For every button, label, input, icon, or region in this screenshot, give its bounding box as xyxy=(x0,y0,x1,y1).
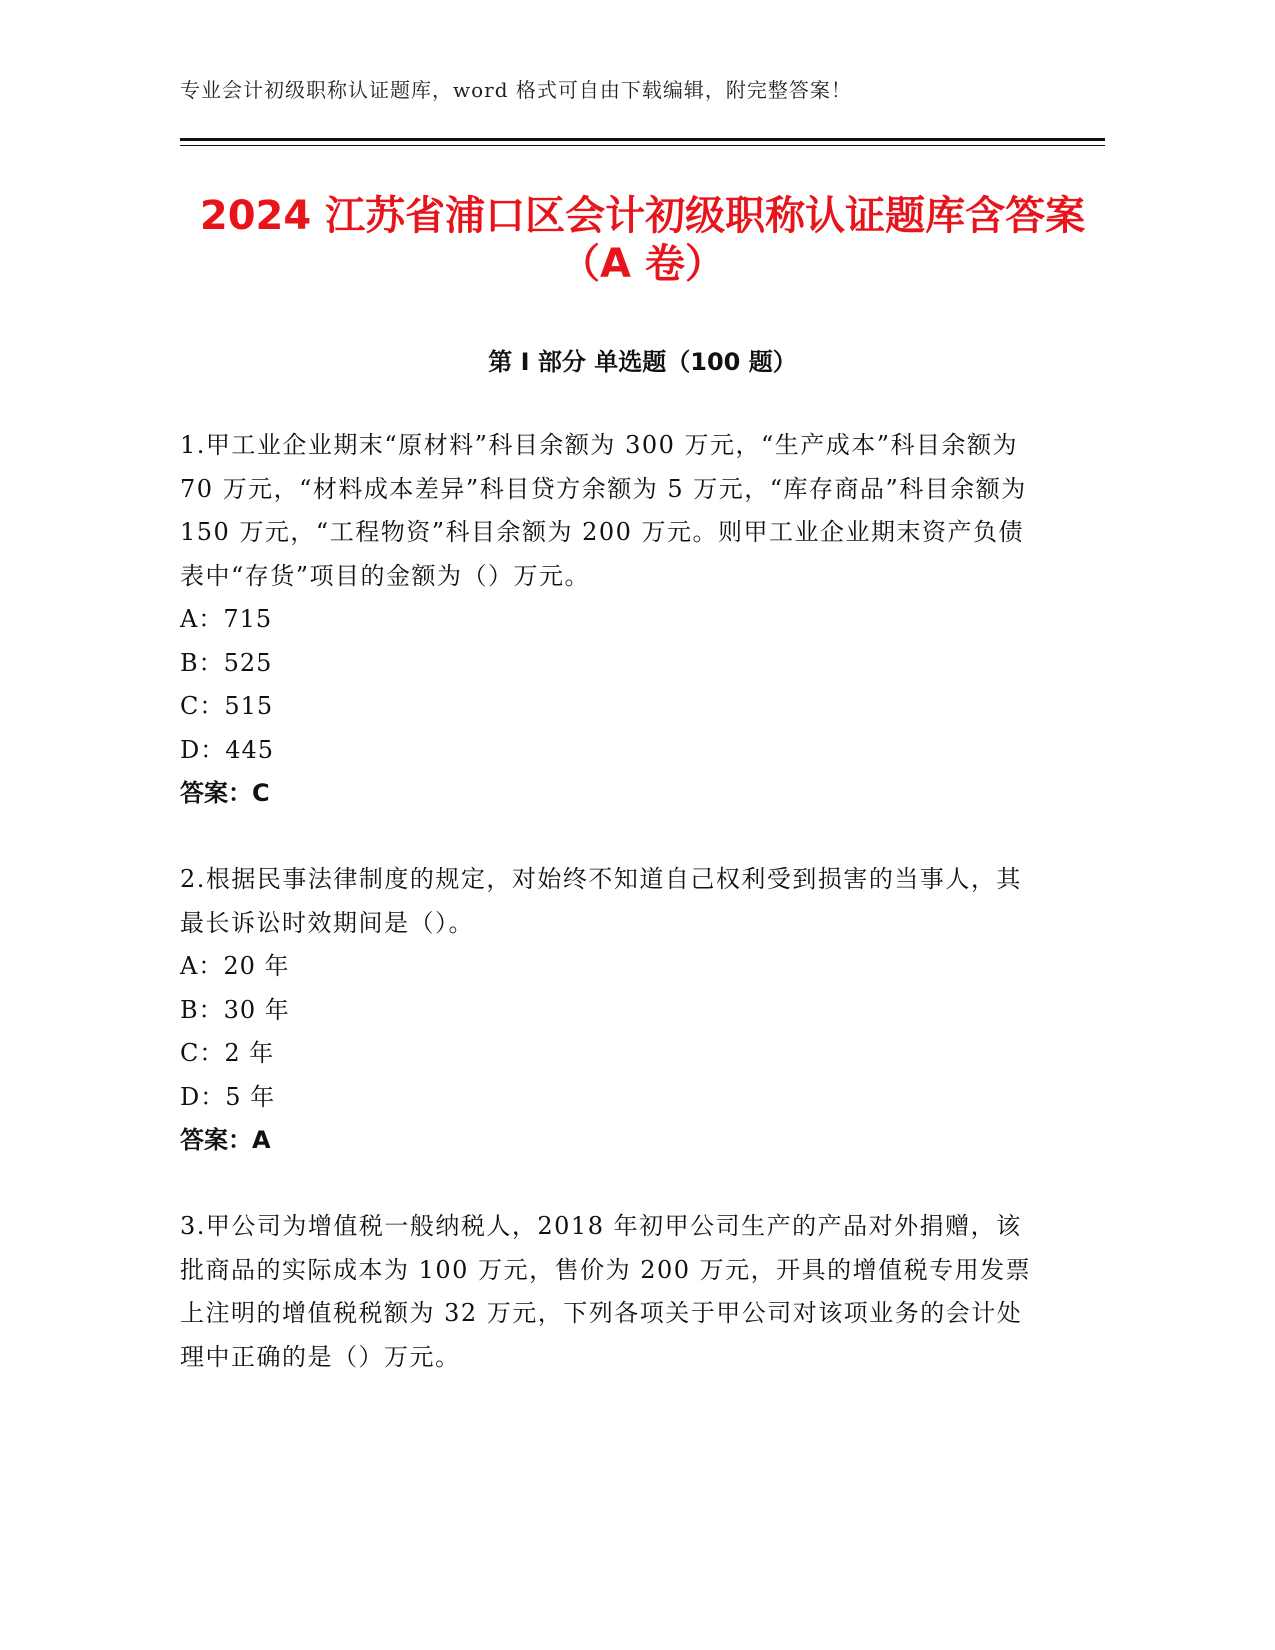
question-3 xyxy=(180,1205,1040,1379)
option-a: A：715 xyxy=(180,605,273,633)
question-stem: 2.根据民事法律制度的规定，对始终不知道自己权利受到损害的当事人，其最长诉讼时效期间是（）。 xyxy=(180,865,1022,937)
header-divider-thick xyxy=(180,138,1105,141)
option-c: C：515 xyxy=(180,692,274,720)
option-d: D：5 年 xyxy=(180,1082,276,1111)
answer: 答案：A xyxy=(180,1126,271,1154)
answer: 答案：C xyxy=(180,779,270,807)
option-b: B：30 年 xyxy=(180,995,290,1024)
section-title: 第 I 部分 单选题（100 题） xyxy=(488,348,797,376)
header-note: 专业会计初级职称认证题库，word 格式可自由下载编辑，附完整答案！ xyxy=(180,78,852,102)
header-divider-thin xyxy=(180,145,1105,146)
question-1 xyxy=(180,424,1040,816)
option-c: C：2 年 xyxy=(180,1039,275,1067)
question-stem: 3.甲公司为增值税一般纳税人，2018 年初甲公司生产的产品对外捐赠，该批商品的实际成本为 100 万元，售价为 200 万元，开具的增值税专用发票上注明的增值税税额为 32 万元，下列各项关于甲公司对该项业务的会计处理中正确的是（）万元。 xyxy=(180,1212,1032,1371)
question-stem: 1.甲工业企业期末“原材料”科目余额为 300 万元，“生产成本”科目余额为 70 万元，“材料成本差异”科目贷方余额为 5 万元，“库存商品”科目余额为 150 万元，“工程物资”科目余额为 200 万元。则甲工业企业期末资产负债表中“存货”项目的金额为（）万元。 xyxy=(180,431,1027,590)
option-d: D：445 xyxy=(180,735,275,764)
document-title: 2024 江苏省浦口区会计初级职称认证题库含答案（A 卷） xyxy=(199,193,1086,287)
option-b: B：525 xyxy=(180,648,273,677)
option-a: A：20 年 xyxy=(180,952,290,980)
question-2 xyxy=(180,858,1040,1163)
